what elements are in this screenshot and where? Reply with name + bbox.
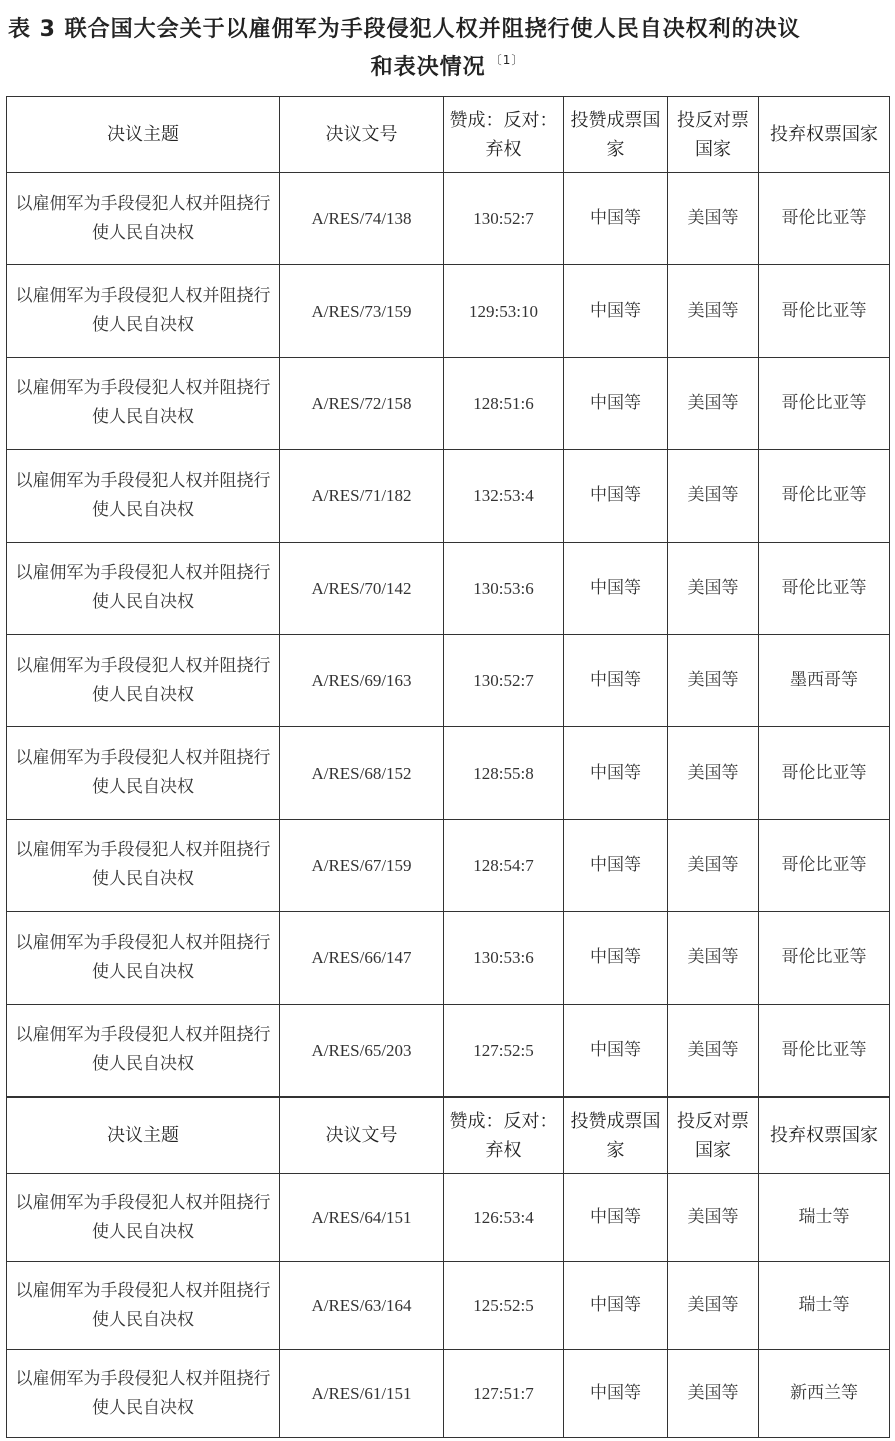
- cell-vote-count: 128:54:7: [444, 819, 564, 911]
- header-abstained: 投弃权票国家: [759, 1098, 890, 1174]
- cell-voted-for: 中国等: [564, 1262, 668, 1350]
- cell-doc-number: A/RES/71/182: [280, 450, 444, 542]
- table-row: [7, 1262, 890, 1350]
- cell-voted-for: 中国等: [564, 1350, 668, 1438]
- cell-voted-against: 美国等: [668, 727, 759, 819]
- cell-topic: 以雇佣军为手段侵犯人权并阻挠行使人民自决权: [7, 819, 280, 911]
- cell-vote-count: 128:55:8: [444, 727, 564, 819]
- table-row: [7, 450, 890, 542]
- cell-vote-count: 130:52:7: [444, 173, 564, 265]
- header-vote-count: 赞成：反对：弃权: [444, 1098, 564, 1174]
- cell-abstained: 哥伦比亚等: [759, 727, 890, 819]
- cell-topic: 以雇佣军为手段侵犯人权并阻挠行使人民自决权: [7, 634, 280, 726]
- cell-vote-count: 130:53:6: [444, 912, 564, 1004]
- header-vote-count: 赞成：反对：弃权: [444, 97, 564, 173]
- header-topic: 决议主题: [7, 1098, 280, 1174]
- table-header-row: [7, 1098, 890, 1174]
- cell-doc-number: A/RES/61/151: [280, 1350, 444, 1438]
- cell-topic: 以雇佣军为手段侵犯人权并阻挠行使人民自决权: [7, 912, 280, 1004]
- cell-voted-for: 中国等: [564, 357, 668, 449]
- cell-abstained: 哥伦比亚等: [759, 265, 890, 357]
- table-row: [7, 542, 890, 634]
- cell-voted-against: 美国等: [668, 173, 759, 265]
- cell-abstained: 哥伦比亚等: [759, 912, 890, 1004]
- cell-doc-number: A/RES/73/159: [280, 265, 444, 357]
- table-row: [7, 727, 890, 819]
- table-row: [7, 1350, 890, 1438]
- cell-topic: 以雇佣军为手段侵犯人权并阻挠行使人民自决权: [7, 1004, 280, 1096]
- cell-vote-count: 132:53:4: [444, 450, 564, 542]
- cell-voted-against: 美国等: [668, 912, 759, 1004]
- cell-vote-count: 127:52:5: [444, 1004, 564, 1096]
- cell-abstained: 哥伦比亚等: [759, 357, 890, 449]
- cell-voted-for: 中国等: [564, 1004, 668, 1096]
- caption-line-1: 表 3 联合国大会关于以雇佣军为手段侵犯人权并阻挠行使人民自决权利的决议: [8, 17, 801, 42]
- cell-voted-for: 中国等: [564, 727, 668, 819]
- header-voted-against: 投反对票国家: [668, 97, 759, 173]
- cell-voted-against: 美国等: [668, 450, 759, 542]
- cell-voted-for: 中国等: [564, 819, 668, 911]
- table-row: [7, 173, 890, 265]
- cell-doc-number: A/RES/74/138: [280, 173, 444, 265]
- cell-topic: 以雇佣军为手段侵犯人权并阻挠行使人民自决权: [7, 542, 280, 634]
- cell-vote-count: 130:53:6: [444, 542, 564, 634]
- cell-topic: 以雇佣军为手段侵犯人权并阻挠行使人民自决权: [7, 1262, 280, 1350]
- caption-line-2-text: 和表决情况: [370, 55, 486, 80]
- cell-vote-count: 129:53:10: [444, 265, 564, 357]
- footnote-marker: 〔1〕: [489, 53, 525, 67]
- resolution-table-part-1: [6, 96, 890, 1097]
- header-voted-against: 投反对票国家: [668, 1098, 759, 1174]
- cell-voted-against: 美国等: [668, 1350, 759, 1438]
- table-header-row: [7, 97, 890, 173]
- cell-doc-number: A/RES/64/151: [280, 1174, 444, 1262]
- cell-abstained: 墨西哥等: [759, 634, 890, 726]
- cell-voted-against: 美国等: [668, 634, 759, 726]
- header-doc-number: 决议文号: [280, 1098, 444, 1174]
- table-body-part-2: [7, 1174, 890, 1438]
- cell-abstained: 哥伦比亚等: [759, 173, 890, 265]
- cell-voted-for: 中国等: [564, 450, 668, 542]
- cell-voted-for: 中国等: [564, 1174, 668, 1262]
- cell-topic: 以雇佣军为手段侵犯人权并阻挠行使人民自决权: [7, 450, 280, 542]
- header-voted-for: 投赞成票国家: [564, 1098, 668, 1174]
- cell-doc-number: A/RES/72/158: [280, 357, 444, 449]
- cell-abstained: 哥伦比亚等: [759, 819, 890, 911]
- cell-doc-number: A/RES/63/164: [280, 1262, 444, 1350]
- cell-voted-against: 美国等: [668, 1004, 759, 1096]
- table-row: [7, 357, 890, 449]
- table-row: [7, 912, 890, 1004]
- header-abstained: 投弃权票国家: [759, 97, 890, 173]
- header-topic: 决议主题: [7, 97, 280, 173]
- cell-abstained: 新西兰等: [759, 1350, 890, 1438]
- cell-topic: 以雇佣军为手段侵犯人权并阻挠行使人民自决权: [7, 727, 280, 819]
- cell-vote-count: 128:51:6: [444, 357, 564, 449]
- cell-doc-number: A/RES/69/163: [280, 634, 444, 726]
- cell-topic: 以雇佣军为手段侵犯人权并阻挠行使人民自决权: [7, 1174, 280, 1262]
- cell-voted-against: 美国等: [668, 1174, 759, 1262]
- cell-vote-count: 127:51:7: [444, 1350, 564, 1438]
- cell-voted-for: 中国等: [564, 634, 668, 726]
- cell-voted-against: 美国等: [668, 542, 759, 634]
- cell-topic: 以雇佣军为手段侵犯人权并阻挠行使人民自决权: [7, 265, 280, 357]
- cell-voted-for: 中国等: [564, 542, 668, 634]
- cell-abstained: 瑞士等: [759, 1174, 890, 1262]
- cell-doc-number: A/RES/68/152: [280, 727, 444, 819]
- cell-topic: 以雇佣军为手段侵犯人权并阻挠行使人民自决权: [7, 1350, 280, 1438]
- table-row: [7, 1004, 890, 1096]
- cell-voted-for: 中国等: [564, 265, 668, 357]
- cell-voted-for: 中国等: [564, 912, 668, 1004]
- cell-vote-count: 126:53:4: [444, 1174, 564, 1262]
- cell-doc-number: A/RES/67/159: [280, 819, 444, 911]
- table-row: [7, 1174, 890, 1262]
- cell-topic: 以雇佣军为手段侵犯人权并阻挠行使人民自决权: [7, 357, 280, 449]
- cell-voted-against: 美国等: [668, 265, 759, 357]
- header-voted-for: 投赞成票国家: [564, 97, 668, 173]
- cell-vote-count: 130:52:7: [444, 634, 564, 726]
- cell-voted-against: 美国等: [668, 819, 759, 911]
- cell-vote-count: 125:52:5: [444, 1262, 564, 1350]
- cell-doc-number: A/RES/65/203: [280, 1004, 444, 1096]
- cell-doc-number: A/RES/66/147: [280, 912, 444, 1004]
- cell-voted-for: 中国等: [564, 173, 668, 265]
- table-row: [7, 819, 890, 911]
- cell-voted-against: 美国等: [668, 1262, 759, 1350]
- cell-abstained: 哥伦比亚等: [759, 450, 890, 542]
- cell-voted-against: 美国等: [668, 357, 759, 449]
- caption-line-2: [0, 50, 895, 81]
- resolution-table-part-2: [6, 1097, 890, 1438]
- table-row: [7, 265, 890, 357]
- cell-abstained: 瑞士等: [759, 1262, 890, 1350]
- table-body-part-1: [7, 173, 890, 1097]
- header-doc-number: 决议文号: [280, 97, 444, 173]
- cell-topic: 以雇佣军为手段侵犯人权并阻挠行使人民自决权: [7, 173, 280, 265]
- cell-abstained: 哥伦比亚等: [759, 1004, 890, 1096]
- table-row: [7, 634, 890, 726]
- cell-abstained: 哥伦比亚等: [759, 542, 890, 634]
- cell-doc-number: A/RES/70/142: [280, 542, 444, 634]
